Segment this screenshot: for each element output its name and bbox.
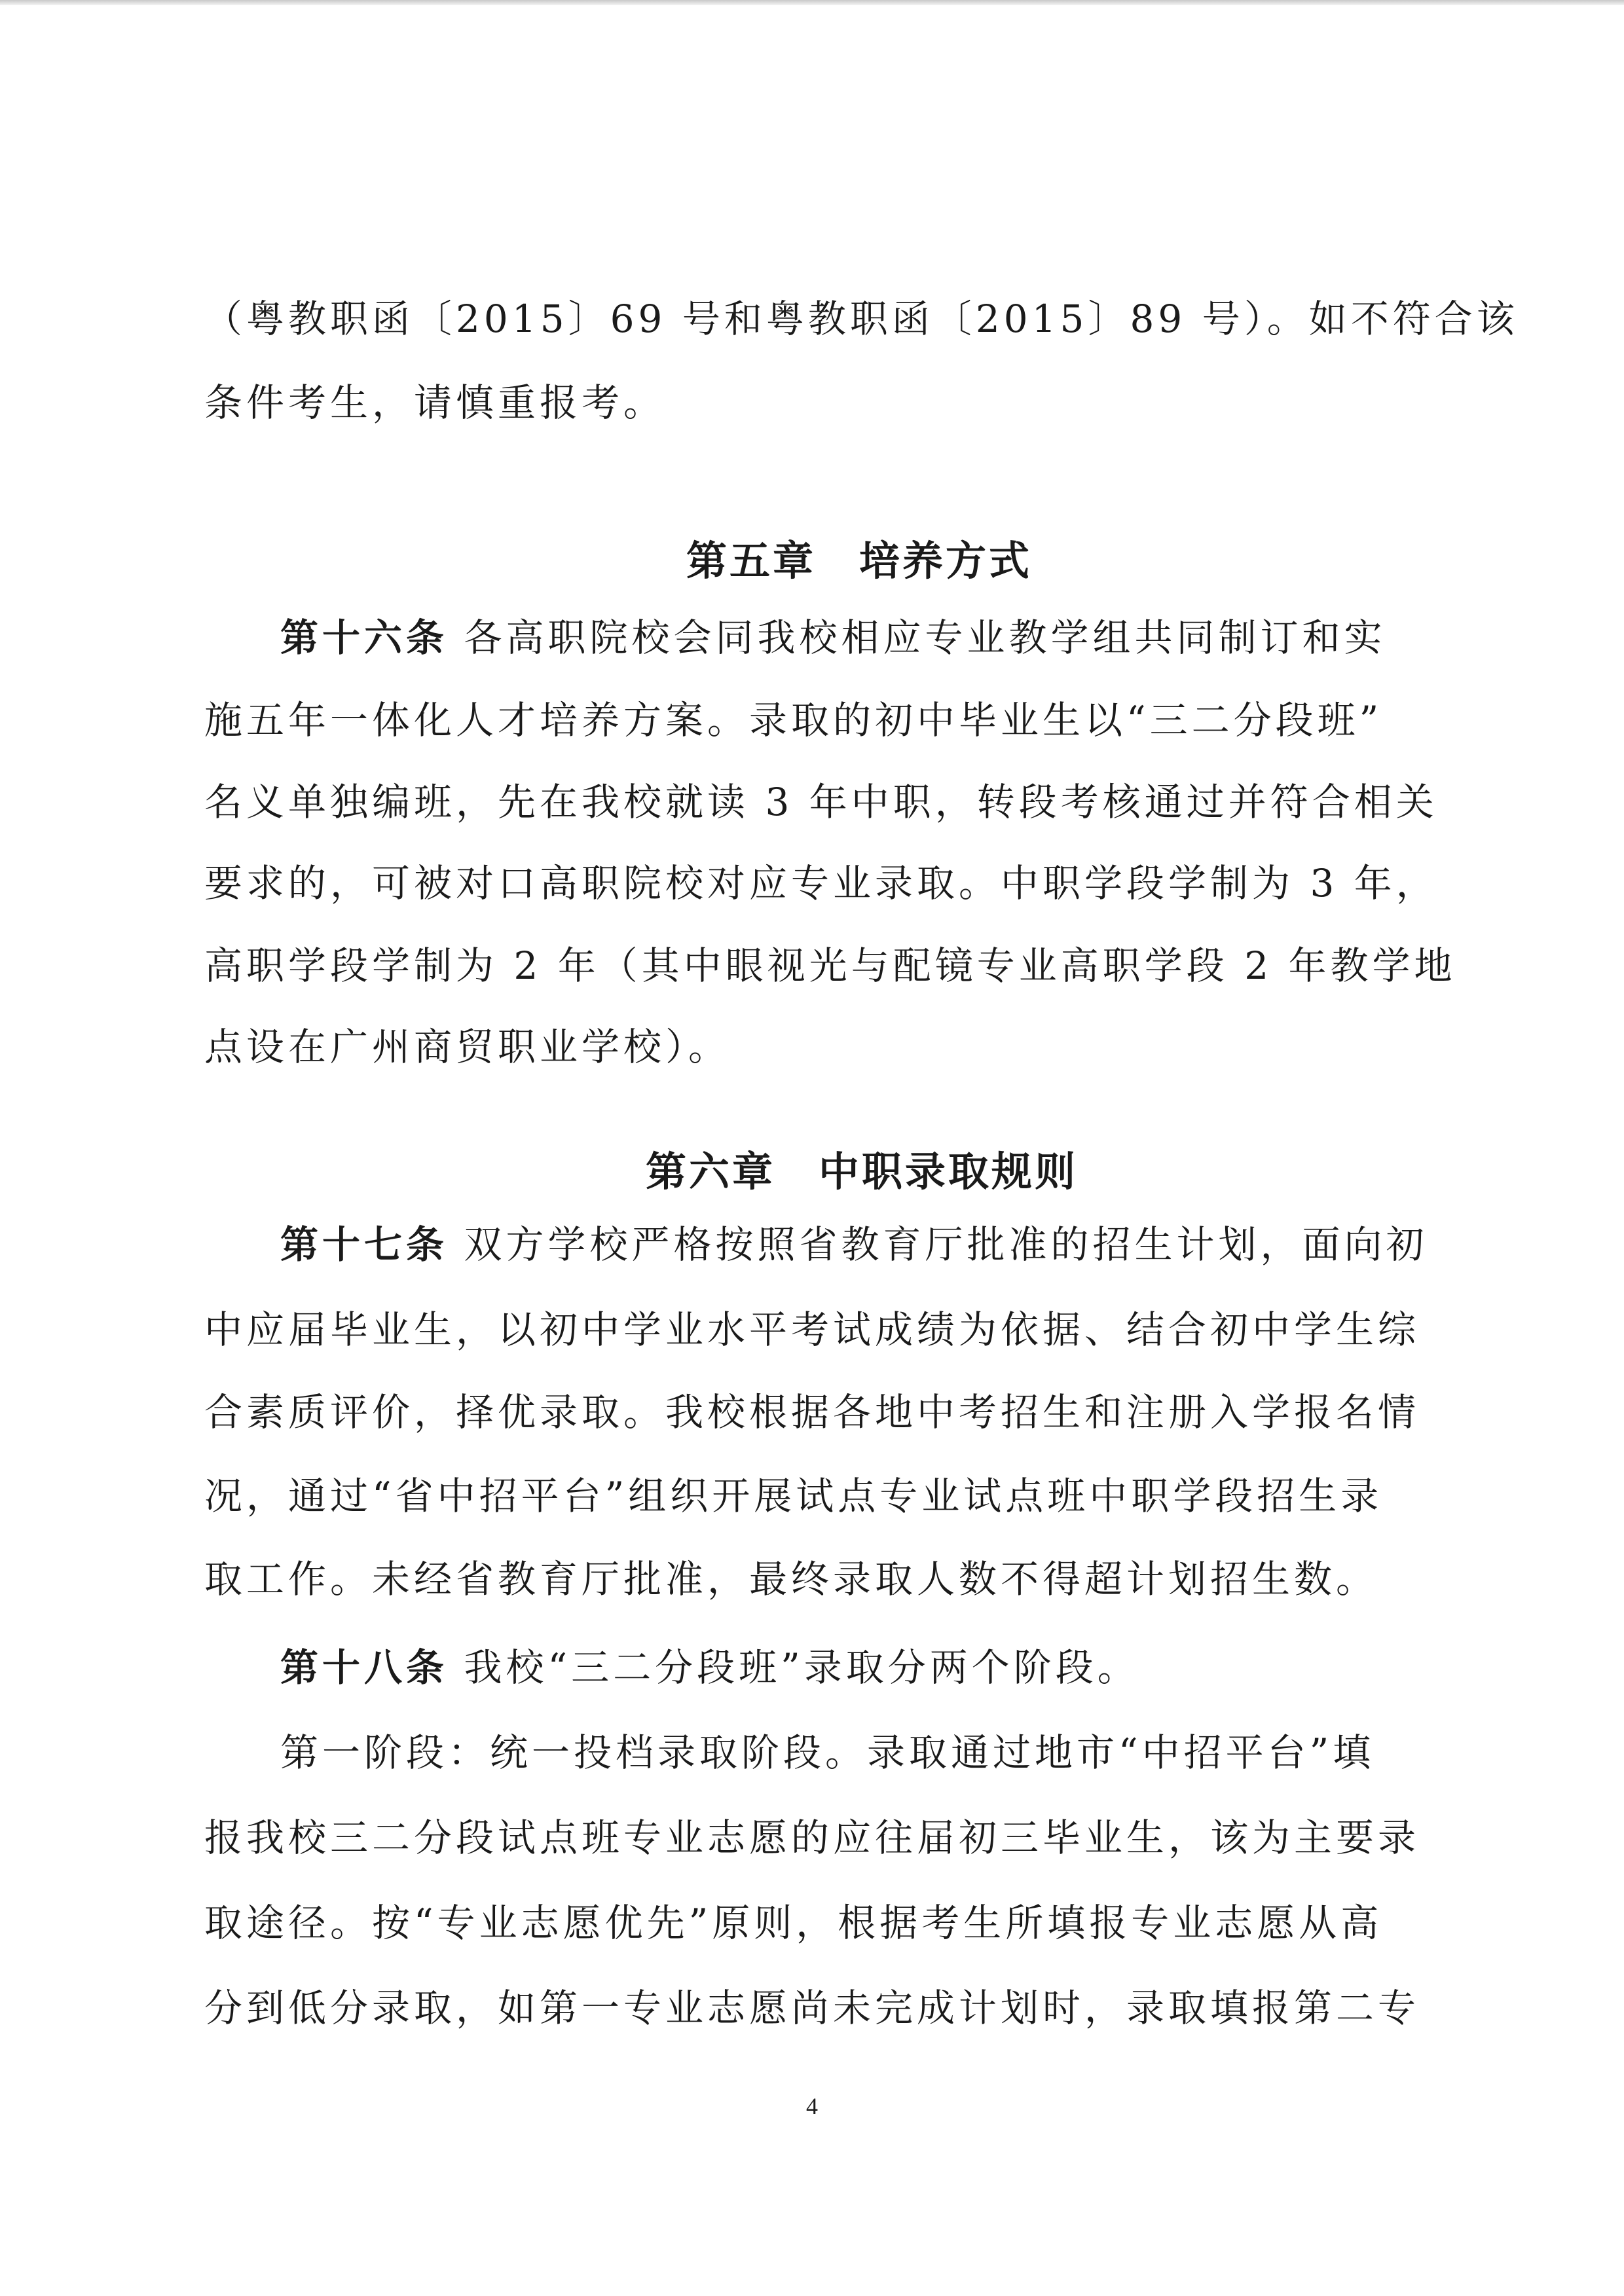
page-number: 4 [806,2093,818,2119]
chapter-5-title: 第五章 培养方式 [686,537,1033,585]
article-17-line-1 [204,1222,1428,1267]
article-18-text-1: 我校“三二分段班”录取分两个阶段。 [448,1645,1139,1690]
article-18-line-1 [204,1645,1139,1690]
intro-line-1: （粤教职函〔2015〕69 号和粤教职函〔2015〕89 号）。如不符合该 [204,297,1519,341]
chapter-6-title: 第六章 中职录取规则 [646,1148,1079,1195]
stage-1-line-2: 报我校三二分段试点班专业志愿的应往届初三毕业生，该为主要录 [204,1815,1420,1860]
article-17-label: 第十七条 [280,1222,449,1267]
article-17-line-2: 中应届毕业生，以初中学业水平考试成绩为依据、结合初中学生综 [204,1307,1420,1352]
stage-1-line-4: 分到低分录取，如第一专业志愿尚未完成计划时，录取填报第二专 [204,1986,1420,2030]
article-16-label: 第十六条 [280,615,449,660]
article-17-line-3: 合素质评价，择优录取。我校根据各地中考招生和注册入学报名情 [204,1390,1420,1434]
article-17-text-1: 双方学校严格按照省教育厅批准的招生计划，面向初 [448,1222,1428,1267]
article-16-line-2: 施五年一体化人才培养方案。录取的初中毕业生以“三二分段班” [204,698,1383,742]
article-16-line-4: 要求的，可被对口高职院校对应专业录取。中职学段学制为 3 年， [204,861,1438,905]
article-16-line-6: 点设在广州商贸职业学校）。 [204,1025,731,1069]
intro-line-2: 条件考生，请慎重报考。 [204,380,666,425]
article-16-line-5: 高职学段学制为 2 年（其中眼视光与配镜专业高职学段 2 年教学地 [204,943,1456,988]
scan-top-edge [0,0,1624,5]
stage-1-line-3: 取途径。按“专业志愿优先”原则，根据考生所填报专业志愿从高 [204,1901,1383,1945]
article-18-label: 第十八条 [280,1645,449,1690]
article-17-line-4: 况，通过“省中招平台”组织开展试点专业试点班中职学段招生录 [204,1474,1383,1518]
article-16-line-3: 名义单独编班，先在我校就读 3 年中职，转段考核通过并符合相关 [204,780,1438,824]
article-16-text-1: 各高职院校会同我校相应专业教学组共同制订和实 [448,615,1386,660]
stage-1-line-1: 第一阶段：统一投档录取阶段。录取通过地市“中招平台”填 [280,1730,1375,1775]
article-17-line-5: 取工作。未经省教育厅批准，最终录取人数不得超计划招生数。 [204,1557,1378,1601]
article-16-line-1 [204,615,1386,660]
